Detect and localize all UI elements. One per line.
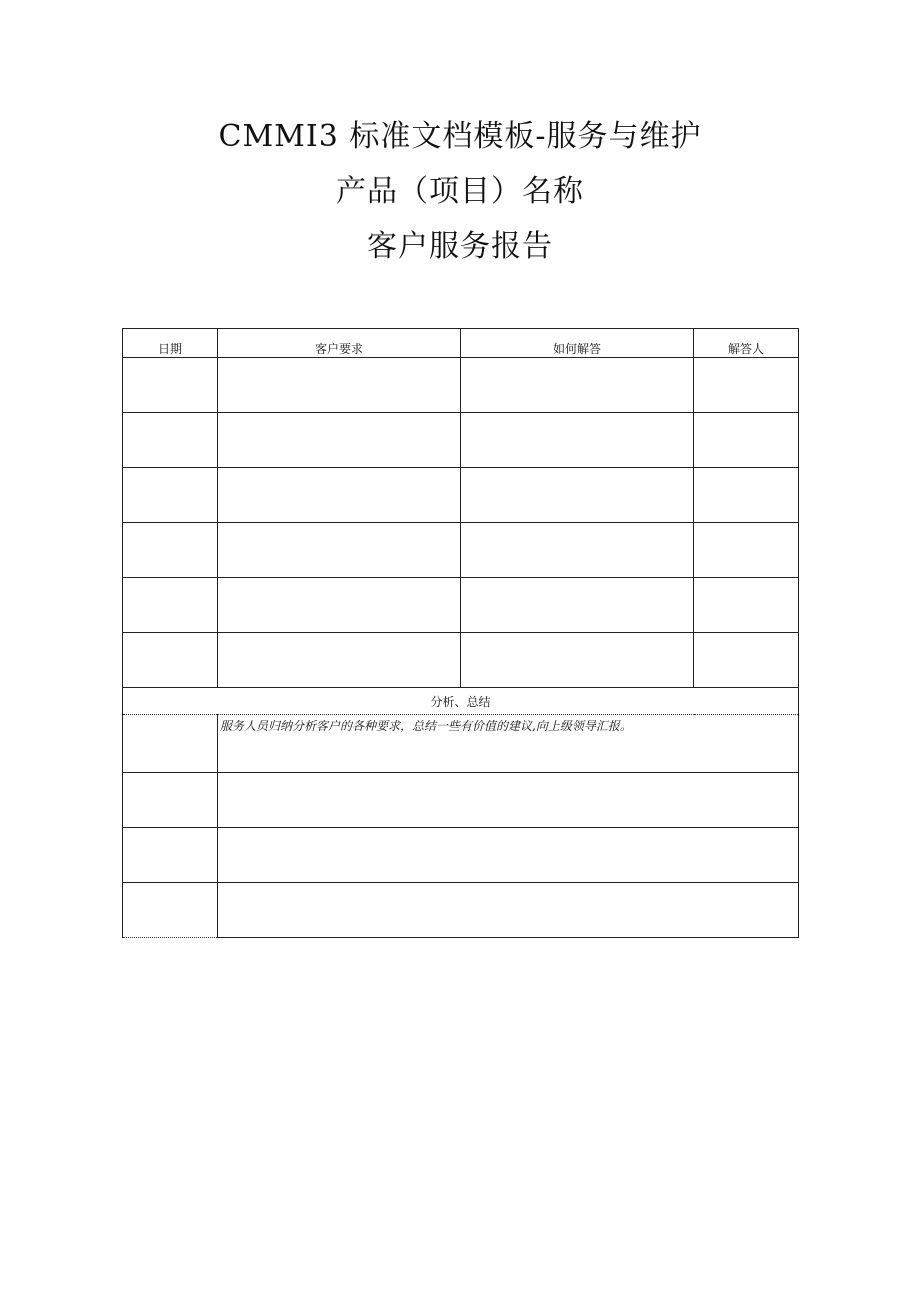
header-customer-request: 客户要求	[218, 329, 461, 358]
date-cell[interactable]	[123, 413, 218, 468]
summary-label-cell[interactable]	[123, 773, 218, 828]
date-cell[interactable]	[123, 633, 218, 688]
date-cell[interactable]	[123, 523, 218, 578]
report-name-heading: 客户服务报告	[367, 229, 553, 264]
table-row	[123, 358, 799, 413]
answer-cell[interactable]	[461, 523, 694, 578]
responder-cell[interactable]	[694, 578, 799, 633]
summary-row	[123, 828, 799, 883]
service-report-table	[122, 328, 799, 938]
summary-label-cell[interactable]	[123, 715, 218, 773]
responder-cell[interactable]	[694, 413, 799, 468]
answer-cell[interactable]	[461, 633, 694, 688]
table-row	[123, 523, 799, 578]
request-cell[interactable]	[218, 358, 461, 413]
answer-cell[interactable]	[461, 358, 694, 413]
table-row	[123, 413, 799, 468]
header-how-answered: 如何解答	[461, 329, 694, 358]
table-row	[123, 633, 799, 688]
header-responder: 解答人	[694, 329, 799, 358]
summary-row	[123, 883, 799, 938]
summary-row	[123, 773, 799, 828]
summary-text-cell[interactable]	[218, 773, 799, 828]
summary-text-cell[interactable]: 服务人员归纳分析客户的各种要求，总结一些有价值的建议,向上级领导汇报。	[218, 715, 799, 773]
header-date: 日期	[123, 329, 218, 358]
answer-cell[interactable]	[461, 578, 694, 633]
request-cell[interactable]	[218, 633, 461, 688]
answer-cell[interactable]	[461, 468, 694, 523]
responder-cell[interactable]	[694, 358, 799, 413]
request-cell[interactable]	[218, 578, 461, 633]
summary-text-cell[interactable]	[218, 828, 799, 883]
summary-label-cell[interactable]	[123, 883, 218, 938]
date-cell[interactable]	[123, 468, 218, 523]
responder-cell[interactable]	[694, 633, 799, 688]
date-cell[interactable]	[123, 578, 218, 633]
request-cell[interactable]	[218, 413, 461, 468]
request-cell[interactable]	[218, 468, 461, 523]
product-name-heading: 产品（项目）名称	[336, 174, 584, 209]
summary-label-cell[interactable]	[123, 828, 218, 883]
answer-cell[interactable]	[461, 413, 694, 468]
summary-text-cell[interactable]	[218, 883, 799, 938]
responder-cell[interactable]	[694, 468, 799, 523]
table-row	[123, 578, 799, 633]
document-title: CMMI3 标准文档模板-服务与维护	[218, 119, 702, 154]
summary-header-row	[123, 688, 799, 715]
responder-cell[interactable]	[694, 523, 799, 578]
summary-row	[123, 715, 799, 773]
date-cell[interactable]	[123, 358, 218, 413]
summary-header: 分析、总结	[123, 688, 799, 715]
table-header-row	[123, 329, 799, 358]
table-row	[123, 468, 799, 523]
request-cell[interactable]	[218, 523, 461, 578]
